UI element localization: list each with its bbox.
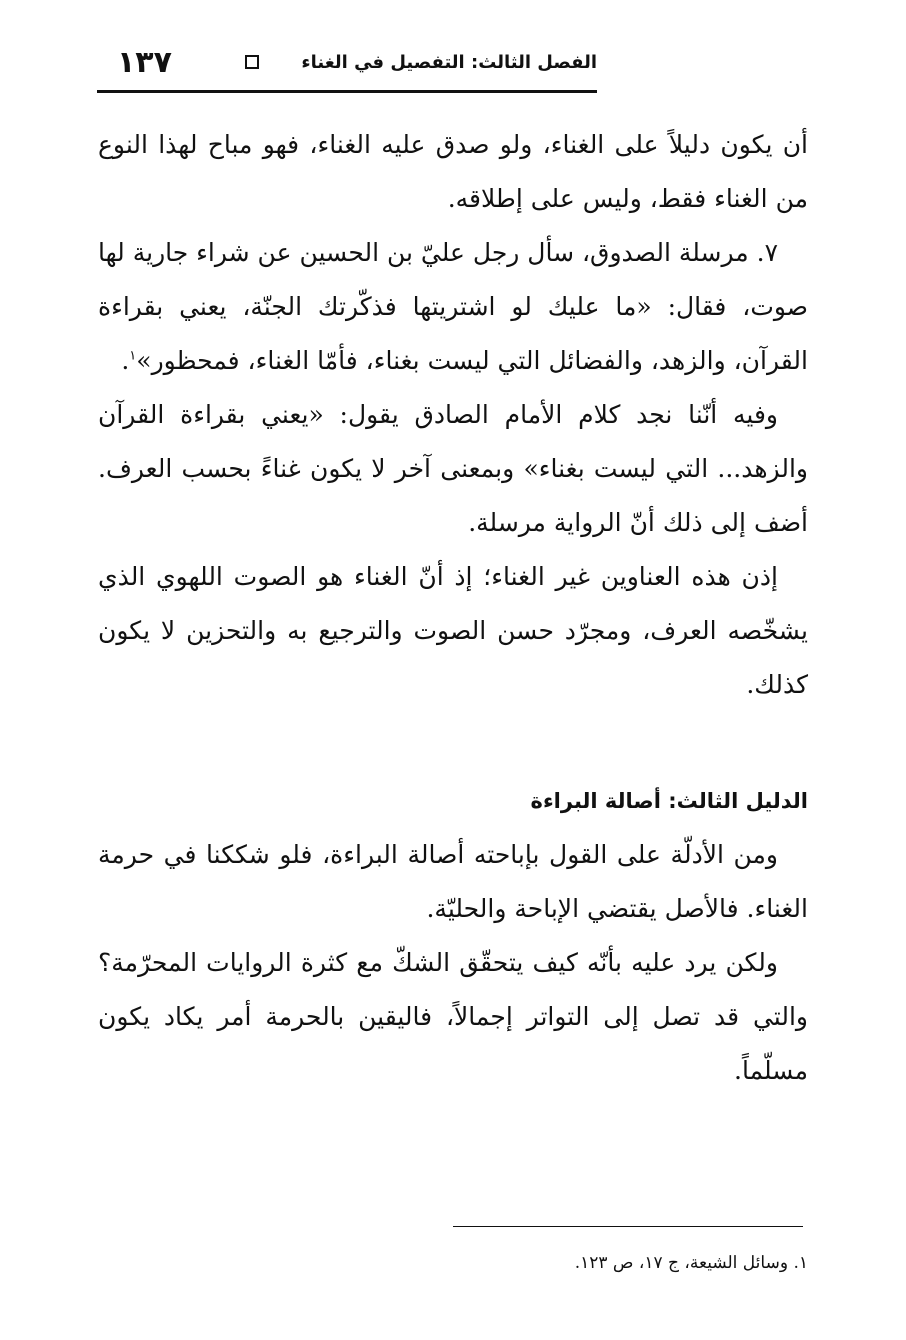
paragraph-1: أن يكون دليلاً على الغناء، ولو صدق عليه الغناء، فهو مباح لهذا النوع من الغناء فقط، وليس على إطلاقه. [98,130,808,213]
paragraph-6: ولكن يرد عليه بأنّه كيف يتحقّق الشكّ مع كثرة الروايات المحرّمة؟ والتي قد تصل إلى التواتر إجمالاً، فاليقين بالحرمة أمر يكاد يكون مسلّماً. [98,948,808,1085]
paragraph-3: وفيه أنّنا نجد كلام الأمام الصادق يقول: «يعني بقراءة القرآن والزهد... التي ليست بغناء» وبمعنى آخر لا يكون غناءً بحسب العرف. أضف إلى ذلك أنّ الرواية مرسلة. [98,400,808,537]
header-rule [97,90,597,93]
section-heading: الدليل الثالث: أصالة البراءة [530,789,808,813]
paragraph-5: ومن الأدلّة على القول بإباحته أصالة البراءة، فلو شككنا في حرمة الغناء. فالأصل يقتضي الإباحة والحليّة. [98,840,808,923]
paragraph-2-end: . [121,346,130,375]
paragraph-2 [98,226,808,388]
main-text [98,118,808,1098]
paragraph-4: إذن هذه العناوين غير الغناء؛ إذ أنّ الغناء هو الصوت اللهوي الذي يشخّصه العرف، ومجرّد حسن الصوت والترجيع به والتحزين لا يكون كذلك. [98,562,808,699]
chapter-title: الفصل الثالث: التفصيل في الغناء [301,51,597,73]
paragraph-2-text: ٧. مرسلة الصدوق، سأل رجل عليّ بن الحسين عن شراء جارية لها صوت، فقال: «ما عليك لو اشتريتها فذكّرتك الجنّة، يعني بقراءة القرآن، والزهد، والفضائل التي ليست بغناء، فأمّا الغناء، فمحظور» [98,238,808,375]
running-header [97,40,597,84]
footnote: ١. وسائل الشيعة، ج ١٧، ص ١٢٣. [574,1253,808,1273]
square-ornament-icon [245,55,259,69]
section-gap [98,712,808,774]
footnote-ref: ١ [129,348,137,364]
footnote-rule [453,1226,803,1227]
page-number: ١٣٧ [117,44,172,80]
